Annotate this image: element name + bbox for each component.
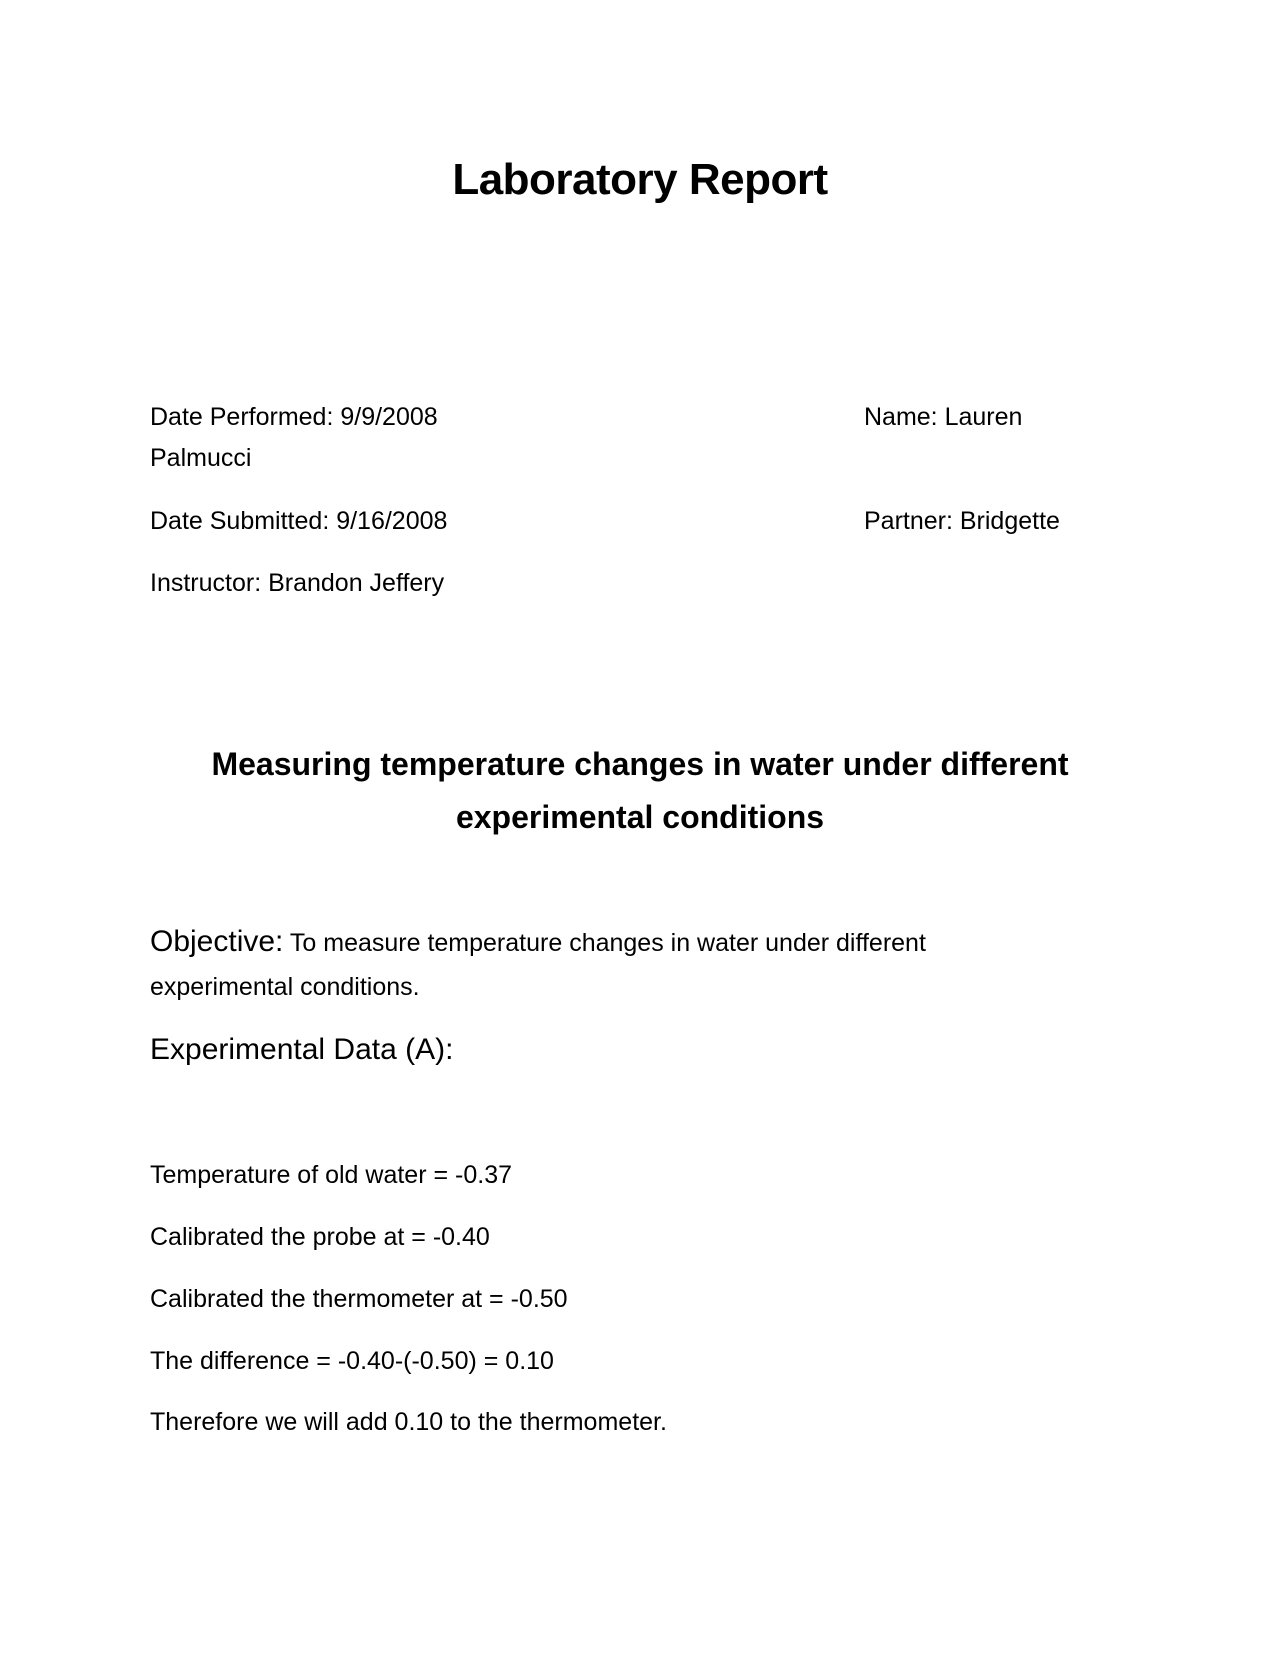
date-submitted: Date Submitted: 9/16/2008: [150, 507, 448, 535]
data-line: Calibrated the probe at = -0.40: [150, 1223, 490, 1251]
objective-label: Objective:: [150, 925, 284, 958]
data-line: Calibrated the thermometer at = -0.50: [150, 1285, 568, 1313]
objective-paragraph: [150, 920, 1050, 1009]
data-line: Temperature of old water = -0.37: [150, 1161, 512, 1189]
date-performed: Date Performed: 9/9/2008: [150, 403, 438, 431]
student-name-continued: Palmucci: [150, 444, 252, 472]
objective-text: To measure temperature changes in water under different experimental conditions.: [150, 929, 926, 1001]
instructor-name: Instructor: Brandon Jeffery: [150, 569, 445, 597]
partner-name: Partner: Bridgette: [864, 507, 1060, 535]
section-heading: Experimental Data (A):: [150, 1033, 454, 1066]
student-name: Name: Lauren: [864, 403, 1023, 431]
data-line: Therefore we will add 0.10 to the thermometer.: [150, 1408, 667, 1436]
data-line: The difference = -0.40-(-0.50) = 0.10: [150, 1347, 554, 1375]
experiment-subtitle: Measuring temperature changes in water under different experimental conditions: [211, 746, 1069, 835]
report-title: Laboratory Report: [452, 155, 828, 204]
